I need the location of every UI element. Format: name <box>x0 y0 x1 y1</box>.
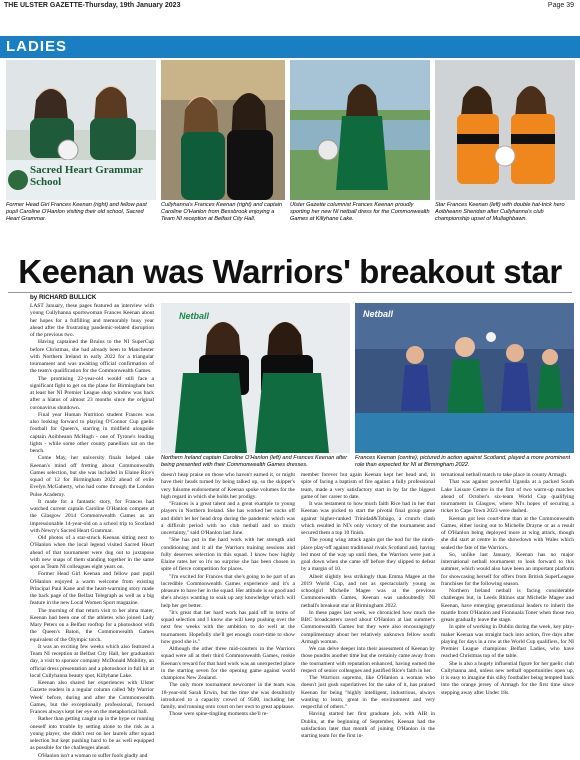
col3-para: Having started her first graduate job, with AIB in Dublin, at the beginning of September, Keenan had the satisfaction later that month of joining O'Hanlon in the starting team for the first in- <box>301 711 435 739</box>
caption-dress-presentation: Northern Ireland captain Caroline O'Hanlon (left) and Frances Keenan after being presented with their Commonwealth Games dresses. <box>161 455 348 468</box>
col1-para: Having captained the Bruins to the NI SuperCup before Christmas, she had already been to Manchester with Northern Ireland in early 2022 for a triangular tournament and was awaiting official confirmation of the team's qualification for the Commonwealth Games. <box>30 339 154 375</box>
netball-logo-2: Netball <box>363 309 394 319</box>
photo-city-hall <box>161 60 285 200</box>
page-header <box>0 0 580 26</box>
article-column-3 <box>301 472 435 739</box>
photo-match-action-image <box>355 303 574 453</box>
photo-gaelic-club-image <box>435 60 575 200</box>
caption-gaelic-club: Star Frances Keenan (left) with double hat-trick hero Aoibheann Sheridan after Cullyhanna's club championship upset of Mullaghbawn. <box>435 202 565 222</box>
photo-gaelic-club <box>435 60 575 200</box>
col4-para: She is also a hugely influential figure for her gaelic club Cullyhanna and, unless new netball opportunities open up, it is easy to imagine this silky footballer being tempted back into the orange jersey of Armagh for the first time since stepping away after Under 18s. <box>441 660 574 696</box>
page-number: Page 39 <box>547 2 574 9</box>
col2-para: "I'm excited for Frances that she's going to be part of an incredible Commonwealth Games experience and it's a pleasure to have her in the squad. Her attitude is so good and she's always wanting to soak up any knowledge which will help her get better. <box>161 573 295 609</box>
col2-para: "It's great that her hard work has paid off in terms of squad selection and I know she will keep pushing over the next few weeks with the ambition to do well at the tournament. Hopefully she'll get enough court-time to show how good she is." <box>161 609 295 645</box>
masthead: THE ULSTER GAZETTE-Thursday, 19th January 2023 <box>4 2 181 9</box>
col2-para: "Frances is a great talent and a great example to young players in Northern Ireland. She has worked her socks off and didn't let her head drop during the pandemic which was a difficult period with no club netball and so much uncertainty," said O'Hanlon last June. <box>161 501 295 536</box>
article-byline: by RICHARD BULLICK <box>30 294 97 301</box>
col4-para: Keenan got less court-time than at the Commonwealth Games, either losing out to Michelle Drayne or as a result of O'Hanlon being deployed more at wing attack, though she did start at centre in the showdown with Wales which sealed the fate of the Warriors. <box>441 515 574 551</box>
col3-para: The young wing attack again got the nod for the ninth-place play-off against traditional rivals Scotland and, having led most of the way up until then, the Warriors were just a goal down when she came off before they slipped to defeat by a margin of 10. <box>301 537 435 573</box>
col4-para: So, unlike last January, Keenan has no major international netball tournament to look forward to this summer, which would also have been an important platform for showcasing herself for offers from British SuperLeague franchises for the following season. <box>441 551 574 587</box>
school-sign-text: Sacred Heart Grammar School <box>30 164 143 188</box>
col1-para: Come May, her university finals helped take Keenan's mind off fretting about Commonwealth Games selection, but she was included in Elaine Rice's squad of 12 for Birmingham 2022 ahead of exile Evelyn McGaherty, who had come through the London Pulse Academy. <box>30 455 154 498</box>
col1-para: O'Hanlon isn't a woman to suffer fools gladly and <box>38 752 148 759</box>
col3-para: Albeit slightly less strikingly than Emma Magee at the 2019 World Cup, and not as spectacularly young as schoolgirl Michelle Magee was at the previous Commonwealth Games, Keenan was undoubtedly NI netball's breakout star at Birmingham 2022. <box>301 573 435 609</box>
headline-rule <box>8 292 572 293</box>
col3-para: In these pages last week, we chronicled how much the BBC broadcasters raved about O'Hanlon at last summer's Commonwealth Games but they were also encouragingly complimentary about her relatively unknown fellow south Armagh woman. <box>301 609 435 645</box>
photo-dress-presentation <box>161 303 350 453</box>
caption-school-visit: Former Head Girl Frances Keenan (right) and fellow past pupil Caroline O'Hanlon visiting their old school, Sacred Heart Grammar. <box>6 202 147 222</box>
col1-para: LAST January, these pages featured an interview with young Cullyhanna sportswoman Frances Keenan about her hopes for a fulfilling and memorably busy year ahead after the frustrating pandemic-related disruption of the previous two. <box>30 303 154 338</box>
col1-para: Keenan also shared her experiences with Ulster Gazette readers in a regular column called 'My Warrior Week' before, during and after the Commonwealth Games, but the exceptionally professional, focused Frances always kept her eye on the metaphorical ball. <box>30 680 154 715</box>
article-headline: Keenan was Warriors' breakout star <box>18 253 562 290</box>
col3-para: member forever but again Keenan kept her head and, in spite of facing a baptism of fire against a fully professional team, made a very satisfactory start in by far the biggest game of her career to date. <box>301 472 435 500</box>
col3-para: The Warriors supremo, like O'Hanlon a woman who doesn't just gush superlatives for the sake of it, has praised Keenan for being "highly intelligent, industrious, always wanting to learn, great in the environment and very respectful of others." <box>301 675 435 710</box>
col4-para: Northern Ireland netball is facing considerable challenges but, in Leeds Rhinos star Michelle Magee and Keenan, have emerging generational leaders to inherit the mantle from O'Hanlon and Fionnuala Toner when those two greats gradually leave the stage. <box>441 588 574 623</box>
col1-para: Final year Human Nutrition student Frances was also looking forward to playing O'Connor Cup gaelic football for Queen's, starring in midfield alongside captain Aoibheann McHugh - one of Tyrone's leading lights - while some other county panellists sat on the bench. <box>30 411 154 454</box>
col1-para: Former Head Girl Keenan and fellow past pupil O'Hanlon enjoyed a warm welcome from existing Principal Paul Kane and the heart-warming story made the back page of the Belfast Telegraph as well as a big feature in the new Local Women Sport magazine. <box>30 571 154 607</box>
col2-para: Although the other three mid-courters in the Warriors squad were all at their third Commonwealth Games, rookie Keenan's reward for that hard work was an unexpected place in the starting seven for the opening game against world champions New Zealand. <box>161 646 295 681</box>
section-band <box>0 36 580 58</box>
col1-para: It was an exciting few weeks which also featured a Team NI reception at Belfast City Hall, her graduation day, a visit to sponsor company McDonald Mobility, an official dress presentation and a photoshoot in full kit at local Cullyhanna beauty spot, Killyhane Lake. <box>30 643 154 679</box>
caption-city-hall: Cullyhanna's Frances Keenan (right) and captain Caroline O'Hanlon from Bessbrook enjoying a Team NI reception at Belfast City Hall. <box>161 202 283 222</box>
col1-para: It made for a fantastic story, for Frances had watched current captain Caroline O'Hanlon compete at the Glasgow 2014 Commonwealth Games as an impressionable 14-year-old on a school trip to Scotland with Newry's Sacred Heart Grammar. <box>30 498 154 534</box>
photo-dress-presentation-image <box>161 303 350 453</box>
col2-para: The only more tournament newcomer in the team was 18-year-old Sarah Erwin, but the time she was desultorily introduced to a capacity crowd of 9500, including her family, and running onto court on her own to great applause. <box>161 682 295 710</box>
col1-para: Old photos of a star-struck Keenan sitting next to O'Hanlon when the local legend visited Sacred Heart ahead of that tournament were dug out to juxtapose with new snaps of them standing together in the same spot as Team NI colleagues eight years on. <box>30 535 154 570</box>
col4-para: In spite of working in Dublin during the week, key play-maker Keenan was straight back into action, five days after playing for days in a row at the World Cup qualifiers, for NI Premier League champions Belfast Ladies, who have reached Christmas top of the table. <box>441 624 574 660</box>
col2-para: doesn't heap praise on those who haven't earned it, or might have their heads turned by being talked up, so the skipper's very fulsome endorsement of Keenan spoke volumes for the high regard in which she holds her prodigy. <box>161 472 295 500</box>
col4-para: That was against powerful Uganda at a packed South Lake Leisure Centre in the first of two warm-up matches ahead of October's six-team World Cup qualifying tournament in Glasgow, where NI's hopes of securing a ticket to Cape Town 2023 were dashed. <box>441 479 574 515</box>
article-column-4 <box>441 472 574 734</box>
col1-para: The promising 22-year-old would still face a significant fight to get on the plane for Birmingham but at least her NI Premier League shop window was back after a hiatus of almost 23 months since the original coronavirus shutdown. <box>30 375 154 411</box>
netball-logo-1: Netball <box>179 311 210 321</box>
col2-para: Those were spine-tingling moments she'll re- <box>169 711 269 718</box>
photo-lake-dress <box>290 60 430 200</box>
caption-lake-dress: Ulster Gazette columnist Frances Keenan proudly sporting her new NI netball dress for the Commonwealth Games at Killyhane Lake. <box>290 202 430 222</box>
photo-lake-dress-image <box>290 60 430 200</box>
col1-para: The morning of that return visit to her alma mater, Keenan had been one of the athletes who joined Lady Mary Peters on a Belfast rooftop for a photoshoot with the Queen's Baton, the Commonwealth Games equivalent of the Olympic torch. <box>30 607 154 643</box>
col4-para: ternational netball match to take place in county Armagh. <box>441 472 568 478</box>
article-column-2 <box>161 472 295 734</box>
article-column-1 <box>30 303 154 759</box>
col3-para: We can delve deeper into their assessment of Keenan by those pundits another time but she certainly came away from the tournament with reputation enhanced, having earned the respect of senior colleagues and justified Rice's faith in her. <box>301 646 435 674</box>
photo-city-hall-image <box>161 60 285 200</box>
section-label: LADIES <box>6 38 68 55</box>
col3-para: It was testament to how much faith Rice had in her that Keenan was picked to start the pivotal final group game against higher-ranked Trinidad&Tobago, a crunch clash which resulted in NI's only victory of the tournament and secured them a top 10 finish. <box>301 501 435 536</box>
col1-para: Rather than getting caught up in the hype or running oneself into trouble by setting alone to the risk as a young player, she didn't rest on her laurels after squad selection but kept pushing hard to be as well equipped as possible for the challenges ahead. <box>30 716 154 752</box>
caption-match-action: Frances Keenan (centre), pictured in action against Scotland, played a more prominent role than expected for NI at Birmingham 2022. <box>355 455 571 468</box>
photo-school-visit <box>6 60 156 200</box>
col2-para: "She has put in the hard work with her strength and conditioning and it all the Warriors training sessions and fully deserves selection in this squad. I know how highly Elaine rates her so it's no surprise she has been chosen in spite of fierce competition for places. <box>161 537 295 573</box>
photo-match-action <box>355 303 574 453</box>
